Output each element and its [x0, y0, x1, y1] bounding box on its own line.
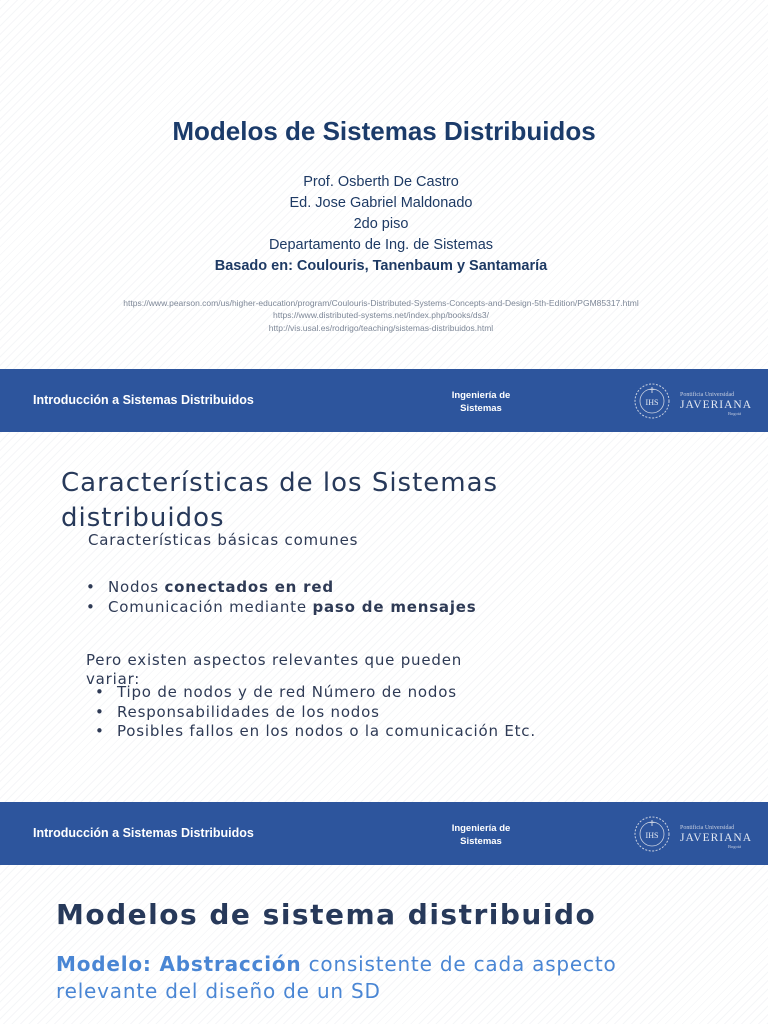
author-info [0, 172, 762, 277]
references [0, 297, 762, 334]
department-label-line: Ingeniería de [451, 390, 511, 401]
list-item [95, 722, 536, 742]
department-name: Departamento de Ing. de Sistemas [268, 237, 494, 253]
logo-city-text: Bogotá [728, 844, 741, 849]
bullet-icon: • [86, 578, 96, 596]
bullet-icon: • [95, 702, 105, 721]
university-seal-icon [633, 382, 671, 420]
slide2-paragraph: Pero existen aspectos relevantes que pueden variar: [86, 651, 463, 688]
list-item-text: Responsabilidades de los nodos [117, 702, 380, 721]
javeriana-logo [630, 380, 753, 422]
course-title: Introducción a Sistemas Distribuidos [33, 393, 254, 407]
logo-small-text: Pontificia Universidad [680, 825, 735, 831]
reference-link[interactable]: https://www.pearson.com/us/higher-education/program/Coulouris-Distributed-Systems-Concepts-and-Design-5th-Edition/PGM85317.html [123, 298, 639, 308]
slide-header-band [0, 369, 768, 432]
department-label-line: Sistemas [460, 836, 502, 847]
presentation-title: Modelos de Sistemas Distribuidos [172, 116, 596, 146]
model-definition-text: consistente de cada aspecto relevante del diseño de un SD [56, 952, 617, 1003]
list-item-text: Comunicación mediante [108, 597, 313, 616]
based-on-line: Basado en: Coulouris, Tanenbaum y Santamaría [214, 258, 548, 274]
list-item-text: Nodos [108, 578, 165, 596]
list-item-emphasis: conectados en red [164, 578, 334, 596]
university-seal-icon [633, 815, 671, 853]
list-item-text: Posibles fallos en los nodos o la comunicación Etc. [117, 722, 536, 740]
list-item [86, 598, 477, 618]
bullet-icon: • [95, 683, 105, 701]
department-label-line: Ingeniería de [451, 823, 511, 834]
variable-aspects-list [95, 683, 536, 742]
model-definition-term: Modelo: Abstracción [56, 952, 302, 976]
model-definition [56, 951, 656, 1005]
list-item [86, 578, 477, 598]
department-label [440, 822, 522, 848]
reference-link[interactable]: http://vis.usal.es/rodrigo/teaching/sistemas-distribuidos.html [268, 322, 494, 333]
seal-text: IHS [645, 831, 659, 840]
slide3-title: Modelos de sistema distribuido [56, 898, 597, 931]
logo-wordmark: JAVERIANA [680, 399, 753, 411]
reference-link[interactable]: https://www.distributed-systems.net/index.php/books/ds3/ [273, 310, 489, 321]
list-item-text: Tipo de nodos y de red Número de nodos [117, 683, 457, 701]
bullet-icon: • [95, 722, 105, 740]
title-slide [0, 0, 768, 369]
office-location: 2do piso [353, 216, 409, 232]
common-features-list [86, 578, 477, 617]
department-label [440, 389, 522, 415]
department-label-line: Sistemas [460, 403, 502, 414]
professor-name: Prof. Osberth De Castro [303, 174, 459, 190]
slide2-subtitle: Características básicas comunes [88, 531, 359, 549]
course-title: Introducción a Sistemas Distribuidos [33, 826, 254, 840]
list-item [95, 703, 536, 723]
logo-wordmark: JAVERIANA [680, 832, 753, 844]
slide2-title: Características de los Sistemas distribuidos [61, 468, 499, 533]
slide-header-band [0, 802, 768, 865]
list-item-emphasis: paso de mensajes [312, 597, 477, 616]
assistant-name: Ed. Jose Gabriel Maldonado [289, 195, 473, 211]
logo-small-text: Pontificia Universidad [680, 392, 735, 398]
list-item [95, 683, 536, 703]
bullet-icon: • [86, 597, 96, 616]
seal-text: IHS [645, 398, 659, 407]
javeriana-logo [630, 813, 753, 855]
logo-city-text: Bogotá [728, 411, 741, 416]
